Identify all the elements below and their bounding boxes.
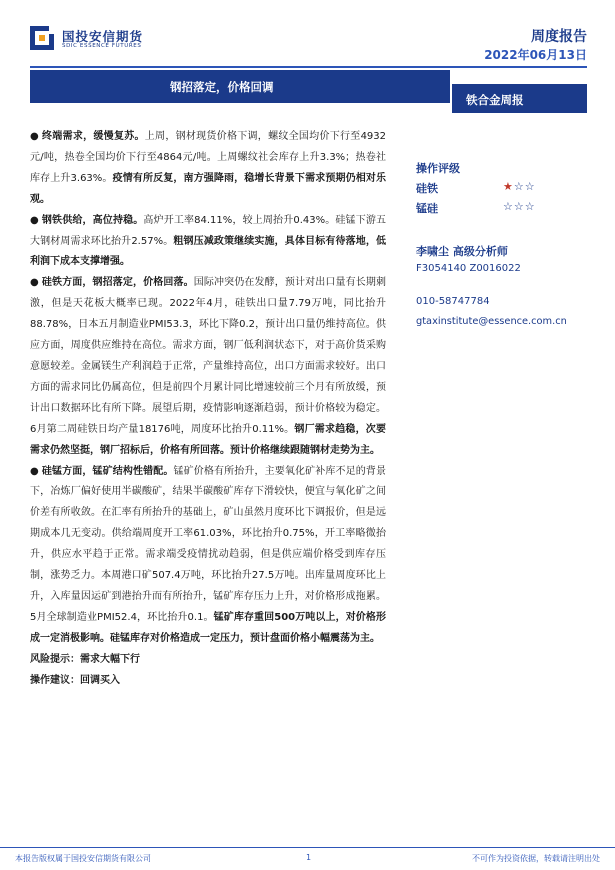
section-conclusion: 锰矿库存重回500万吨以上，对价格形成一定消极影响。硅锰库存对价格造成一定压力，预计盘面价格小幅震荡为主。 xyxy=(30,611,387,644)
logo-english-name: SDIC ESSENCE FUTURES xyxy=(62,43,142,49)
footer-divider xyxy=(0,847,615,848)
risk-warning: 风险提示：需求大幅下行 xyxy=(30,653,140,665)
report-type: 周度报告 xyxy=(531,29,587,45)
section-body: 高炉开工率84.11%，较上周抬升0.43%。硅锰下游五大钢材周需求环比抬升2.57%。 xyxy=(30,214,387,247)
main-content xyxy=(30,127,386,691)
contact-phone: 010-58747784 xyxy=(416,296,490,307)
star-empty-icon: ☆☆☆ xyxy=(503,200,536,213)
section-body: 锰矿价格有所抬升，主要氧化矿补库不足的背景下，冶炼厂偏好使用半碳酸矿，结果半碳酸矿库存下滑较快，便宜与氧化矿之间价差有所收敛。在汇率有所抬升的基础上，矿山虽然月度环比下调报价，但是远期成本几无变动。供给端周度开工率61.03%，环比抬升0.75%，开工率略微抬升，供应水平趋于正常。需求端受疫情扰动趋弱，但是供应端价格受到库存压制，涨势乏力。本周港口矿507.4万吨，环比抬升27.5万吨。出库量周度环比上升，入库量因运矿到港抬升而有所抬升，锰矿库存压力上升，对价格形成拖累。5月全球制造业PMI52.4，环比抬升0.1。 xyxy=(30,465,387,623)
contact-email[interactable]: gtaxinstitute@essence.com.cn xyxy=(416,316,567,327)
bullet-icon: ● xyxy=(30,131,40,142)
section-ferrosilicon xyxy=(30,273,386,461)
bullet-icon: ● xyxy=(30,214,39,226)
section-silicomanganese xyxy=(30,462,386,650)
weekly-label-box xyxy=(452,84,587,113)
rating-label: 锰硅 xyxy=(416,202,438,215)
weekly-label: 铁合金周报 xyxy=(466,93,524,107)
star-filled-icon: ★ xyxy=(503,180,514,193)
section-conclusion: 粗钢压减政策继续实施，具体目标有待落地，低利润下成本支撑增强。 xyxy=(30,235,386,268)
section-supply xyxy=(30,211,386,274)
sidebar xyxy=(416,160,606,336)
company-logo xyxy=(30,26,190,52)
section-head: 终端需求，缓慢复苏。 xyxy=(42,131,145,142)
star-rating-icon xyxy=(503,180,536,193)
title-bar xyxy=(30,70,450,103)
section-head: 硅锰方面，锰矿结构性错配。 xyxy=(41,465,174,477)
rating-label: 硅铁 xyxy=(416,182,438,195)
report-title: 钢招落定，价格回调 xyxy=(170,80,274,94)
analyst-name: 李啸尘 高级分析师 xyxy=(416,245,508,258)
page-number: 1 xyxy=(306,853,312,862)
rating-title: 操作评级 xyxy=(416,162,460,175)
operation-advice: 操作建议：回调买入 xyxy=(30,674,120,686)
footer-disclaimer: 不可作为投资依据，转载请注明出处 xyxy=(472,854,600,863)
section-body: 上周，钢材现货价格下调，螺纹全国均价下行至4932元/吨，热卷全国均价下行至4864元/吨。上周螺纹社会库存上升3.3%；热卷社库存上升3.63%。 xyxy=(30,131,387,184)
section-head: 钢铁供给，高位持稳。 xyxy=(41,214,144,226)
section-conclusion: 疫情有所反复，南方强降雨，稳增长背景下需求预期仍相对乐观。 xyxy=(30,172,386,205)
footer-copyright: 本报告版权属于国投安信期货有限公司 xyxy=(15,854,151,863)
bullet-icon: ● xyxy=(30,465,39,477)
star-empty-icon: ☆☆ xyxy=(513,180,536,193)
section-head: 硅铁方面，钢招落定，价格回落。 xyxy=(41,277,194,289)
bullet-icon: ● xyxy=(30,277,39,289)
header-divider xyxy=(30,66,587,68)
section-demand xyxy=(30,127,386,211)
rating-row-silicomanganese xyxy=(416,200,606,220)
logo-mark-icon xyxy=(30,26,54,50)
section-body: 国际冲突仍在发酵，预计对出口量有长期刺激，但是天花板大概率已现。2022年4月，硅铁出口量7.79万吨，同比抬升88.78%，日本五月制造业PMI53.3，环比下降0.2，预计出口量仍维持高位。供应方面，周度供应维持在高位。需求方面，钢厂低利润状态下，对于高价货采购意愿较差。金属镁生产利润趋于正常，产量维持高位，出口方面需求较好。出口方面的需求同比仍属高位，但是前四个月累计同比增速较前三个月有所放缓，预计出口数据环比有所下降。展望后期，疫情影响逐渐趋弱，预计价格较为稳定。6月第二周硅铁日均产量18176吨，周度环比抬升0.11%。 xyxy=(30,277,387,435)
analyst-certificate: F3054140 Z0016022 xyxy=(416,263,521,274)
rating-row-ferrosilicon xyxy=(416,180,606,200)
logo-chinese-name: 国投安信期货 xyxy=(62,29,144,44)
star-rating-icon xyxy=(503,200,536,213)
report-date: 2022年06月13日 xyxy=(484,48,587,62)
section-conclusion: 钢厂需求趋稳，次要需求仍然坚挺，钢厂招标后，价格有所回落。预计价格继续跟随钢材走势为主。 xyxy=(30,423,387,456)
